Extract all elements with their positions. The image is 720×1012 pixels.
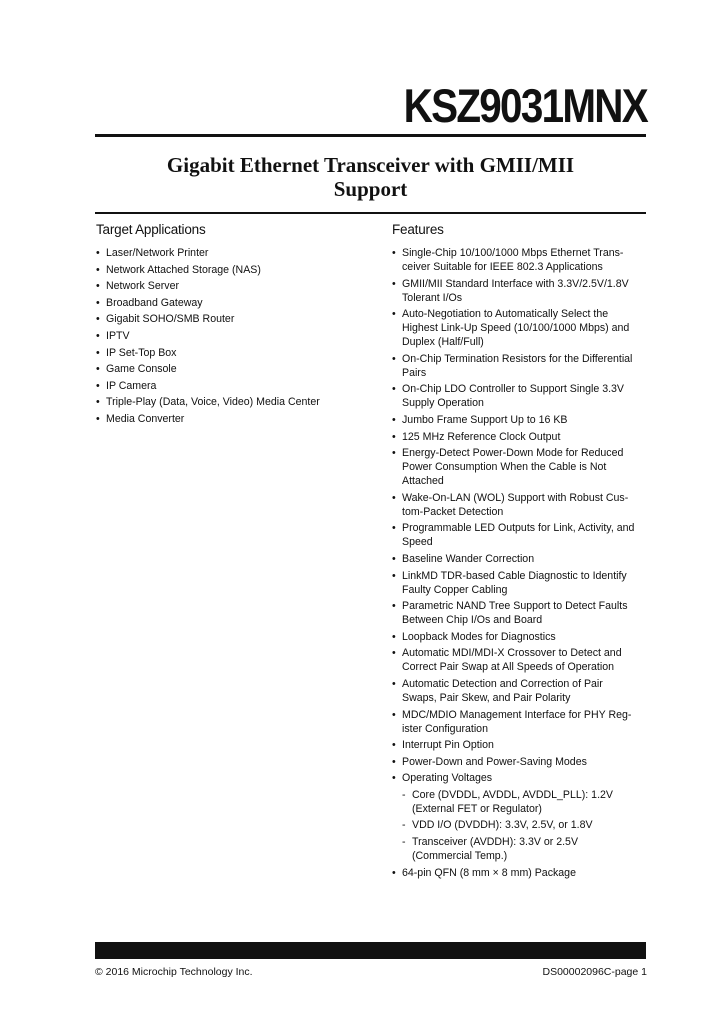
bullet-icon: • bbox=[392, 277, 396, 290]
list-item: • GMII/MII Standard Interface with 3.3V/2.5V/1.8V Tolerant I/Os bbox=[392, 277, 629, 304]
bullet-icon: • bbox=[96, 346, 100, 359]
bullet-icon: • bbox=[392, 447, 396, 460]
list-item: • Media Converter bbox=[96, 412, 185, 425]
bullet-icon: • bbox=[392, 677, 396, 690]
footer-rule bbox=[95, 942, 646, 959]
dash-icon: - bbox=[402, 836, 406, 849]
list-item: • Wake-On-LAN (WOL) Support with Robust Cus-tom-Packet Detection bbox=[392, 491, 629, 518]
list-item: • Single-Chip 10/100/1000 Mbps Ethernet Trans-ceiver Suitable for IEEE 802.3 Applications bbox=[392, 247, 624, 273]
bullet-icon: • bbox=[96, 363, 100, 376]
list-item: • Jumbo Frame Support Up to 16 KB bbox=[392, 413, 568, 426]
list-item: • Power-Down and Power-Saving Modes bbox=[392, 755, 587, 768]
list-item: • On-Chip Termination Resistors for the Differential Pairs bbox=[392, 352, 633, 379]
list-item: • Automatic Detection and Correction of Pair Swaps, Pair Skew, and Pair Polarity bbox=[392, 677, 603, 704]
list-item: • Baseline Wander Correction bbox=[392, 552, 535, 565]
target-applications-column bbox=[96, 246, 356, 429]
list-item: • Parametric NAND Tree Support to Detect Faults Between Chip I/Os and Board bbox=[392, 600, 628, 627]
list-item: • Programmable LED Outputs for Link, Activity, and Speed bbox=[392, 522, 635, 549]
bullet-icon: • bbox=[392, 569, 396, 582]
bullet-icon: • bbox=[96, 296, 100, 309]
bullet-icon: • bbox=[96, 412, 100, 425]
sub-list-item: - Core (DVDDL, AVDDL, AVDDL_PLL): 1.2V (External FET or Regulator) bbox=[402, 788, 613, 815]
bullet-icon: • bbox=[392, 491, 396, 504]
list-item: • Laser/Network Printer bbox=[96, 247, 209, 259]
list-item: • Energy-Detect Power-Down Mode for Reduced Power Consumption When the Cable is Not Attached bbox=[392, 447, 624, 488]
bullet-icon: • bbox=[392, 647, 396, 660]
bullet-icon: • bbox=[392, 772, 396, 785]
title-line-1: Gigabit Ethernet Transceiver with GMII/MII bbox=[166, 153, 575, 177]
bullet-icon: • bbox=[392, 755, 396, 768]
bullet-icon: • bbox=[96, 280, 100, 293]
bullet-icon: • bbox=[392, 600, 396, 613]
list-item: • 125 MHz Reference Clock Output bbox=[392, 430, 561, 443]
list-item: • Operating Voltages - Core (DVDDL, AVDDL, AVDDL_PLL): 1.2V (External FET or Regulator) - VDD I/O (DVDDH): 3.3V, 2.5V, or 1.8V - Transceiver (AVDDH): 3.3V or 2.5V (Commercial Temp.) bbox=[392, 771, 638, 863]
copyright: © 2016 Microchip Technology Inc. bbox=[95, 966, 253, 978]
list-item: • LinkMD TDR-based Cable Diagnostic to Identify Faulty Copper Cabling bbox=[392, 569, 627, 596]
bullet-icon: • bbox=[392, 430, 396, 443]
list-item: • Network Attached Storage (NAS) bbox=[96, 263, 261, 276]
list-item: • Interrupt Pin Option bbox=[392, 739, 494, 752]
list-item: • IPTV bbox=[96, 329, 130, 342]
bullet-icon: • bbox=[392, 552, 396, 565]
list-item: • Game Console bbox=[96, 363, 177, 376]
header-rule bbox=[95, 134, 646, 137]
sub-list-item: - Transceiver (AVDDH): 3.3V or 2.5V (Commercial Temp.) bbox=[402, 836, 579, 863]
page-number: DS00002096C-page 1 bbox=[542, 966, 647, 978]
dash-icon: - bbox=[402, 819, 406, 832]
list-item: • MDC/MDIO Management Interface for PHY Reg-ister Configuration bbox=[392, 708, 632, 735]
bullet-icon: • bbox=[392, 522, 396, 535]
title-rule bbox=[95, 212, 646, 214]
bullet-icon: • bbox=[392, 866, 396, 879]
bullet-icon: • bbox=[96, 329, 100, 342]
bullet-icon: • bbox=[96, 396, 100, 409]
list-item: • Gigabit SOHO/SMB Router bbox=[96, 313, 235, 326]
list-item: • 64-pin QFN (8 mm × 8 mm) Package bbox=[392, 866, 576, 879]
list-item: • Auto-Negotiation to Automatically Select the Highest Link-Up Speed (10/100/1000 Mbps) and Duplex (Half/Full) bbox=[392, 308, 630, 349]
target-applications-list bbox=[96, 246, 356, 426]
bullet-icon: • bbox=[96, 263, 100, 276]
list-item: • IP Camera bbox=[96, 379, 157, 392]
list-item: • Loopback Modes for Diagnostics bbox=[392, 630, 556, 643]
bullet-icon: • bbox=[392, 739, 396, 752]
bullet-icon: • bbox=[392, 247, 396, 259]
features-column bbox=[392, 246, 638, 882]
list-item: • Broadband Gateway bbox=[96, 296, 203, 309]
bullet-icon: • bbox=[392, 352, 396, 365]
features-list bbox=[392, 246, 638, 880]
bullet-icon: • bbox=[392, 413, 396, 426]
title-line-2: Support bbox=[333, 177, 408, 201]
bullet-icon: • bbox=[392, 308, 396, 321]
part-number: KSZ9031MNX bbox=[403, 79, 647, 132]
sub-list-item: - VDD I/O (DVDDH): 3.3V, 2.5V, or 1.8V bbox=[402, 819, 593, 832]
list-item: • Network Server bbox=[96, 280, 179, 293]
document-title bbox=[95, 153, 646, 201]
list-item: • Triple-Play (Data, Voice, Video) Media Center bbox=[96, 396, 320, 409]
dash-icon: - bbox=[402, 788, 406, 801]
bullet-icon: • bbox=[96, 313, 100, 326]
bullet-icon: • bbox=[392, 383, 396, 396]
list-item: • Automatic MDI/MDI-X Crossover to Detect and Correct Pair Swap at All Speeds of Operation bbox=[392, 647, 622, 674]
list-item: • On-Chip LDO Controller to Support Single 3.3V Supply Operation bbox=[392, 383, 624, 410]
features-heading: Features bbox=[392, 222, 444, 237]
bullet-icon: • bbox=[392, 630, 396, 643]
bullet-icon: • bbox=[96, 247, 100, 259]
list-item: • IP Set-Top Box bbox=[96, 346, 177, 359]
bullet-icon: • bbox=[392, 708, 396, 721]
target-applications-heading: Target Applications bbox=[96, 222, 206, 237]
bullet-icon: • bbox=[96, 379, 100, 392]
